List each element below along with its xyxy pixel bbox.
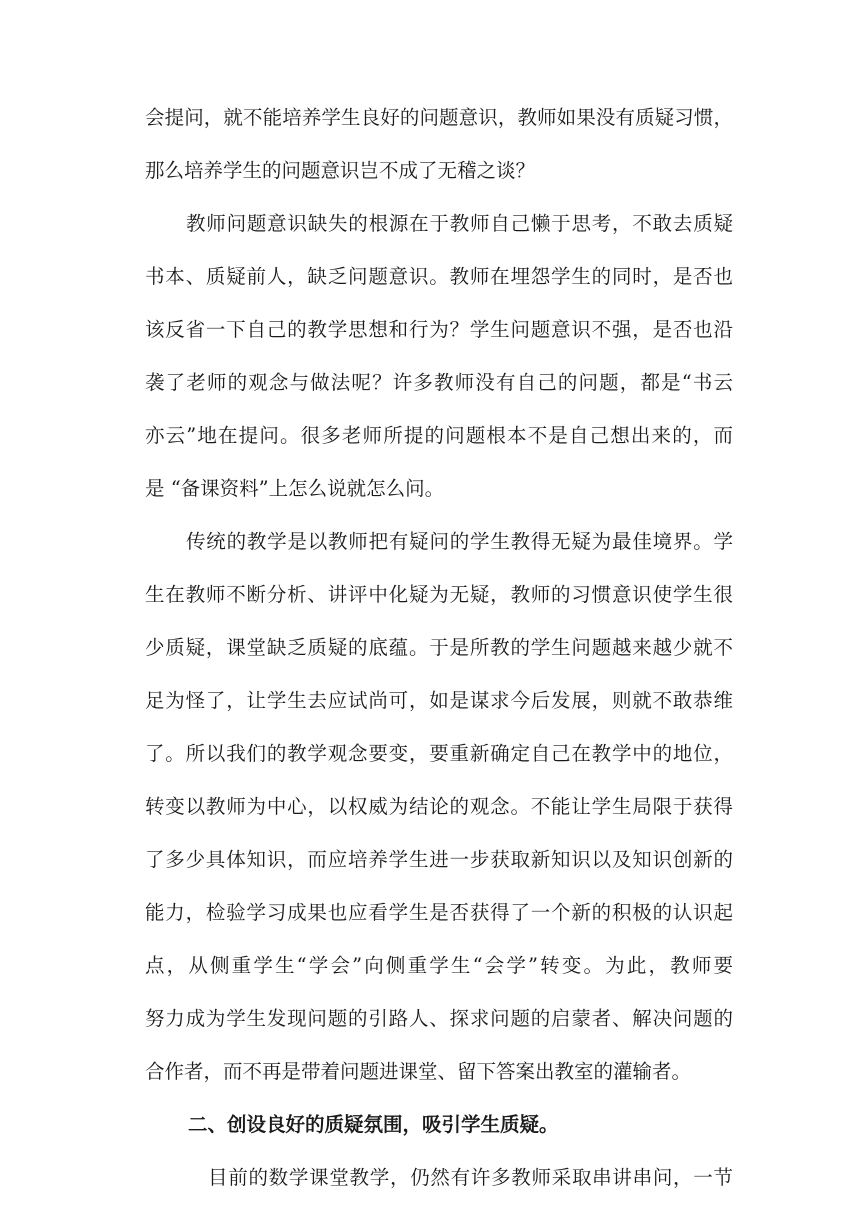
- paragraph-line: 目前的数学课堂教学，仍然有许多教师采取串讲串问，一节: [208, 1166, 733, 1189]
- paragraph-line: 了多少具体知识，而应培养学生进一步获取新知识以及知识创新的: [145, 848, 733, 871]
- paragraph-line: 亦云”地在提问。很多老师所提的问题根本不是自己想出来的，而: [145, 424, 733, 447]
- paragraph-line: 生在教师不断分析、讲评中化疑为无疑，教师的习惯意识使学生很: [145, 583, 733, 606]
- paragraph-line: 足为怪了，让学生去应试尚可，如是谋求今后发展，则就不敢恭维: [145, 689, 733, 712]
- paragraph-line: 少质疑，课堂缺乏质疑的底蕴。于是所教的学生问题越来越少就不: [145, 636, 733, 659]
- paragraph-line: 书本、质疑前人，缺乏问题意识。教师在埋怨学生的同时，是否也: [145, 265, 733, 288]
- paragraph-line: 那么培养学生的问题意识岂不成了无稽之谈？: [145, 159, 536, 182]
- section-heading: 二、创设良好的质疑氛围，吸引学生质疑。: [188, 1113, 559, 1136]
- paragraph-line: 合作者，而不再是带着问题进课堂、留下答案出教室的灌输者。: [145, 1060, 692, 1083]
- paragraph-line: 努力成为学生发现问题的引路人、探求问题的启蒙者、解决问题的: [145, 1007, 733, 1030]
- paragraph-line: 教师问题意识缺失的根源在于教师自己懒于思考，不敢去质疑: [186, 212, 733, 235]
- paragraph-line: 是 “备课资料”上怎么说就怎么问。: [145, 477, 445, 500]
- paragraph-line: 会提问，就不能培养学生良好的问题意识，教师如果没有质疑习惯，: [145, 106, 733, 129]
- paragraph-line: 了。所以我们的教学观念要变，要重新确定自己在教学中的地位，: [145, 742, 733, 765]
- paragraph-line: 点，从侧重学生“学会”向侧重学生“会学”转变。为此，教师要: [145, 954, 733, 977]
- paragraph-line: 袭了老师的观念与做法呢？许多教师没有自己的问题，都是“书云: [145, 371, 733, 394]
- paragraph-line: 该反省一下自己的教学思想和行为？学生问题意识不强，是否也沿: [145, 318, 733, 341]
- paragraph-line: 转变以教师为中心，以权威为结论的观念。不能让学生局限于获得: [145, 795, 733, 818]
- paragraph-line: 能力，检验学习成果也应看学生是否获得了一个新的积极的认识起: [145, 901, 733, 924]
- paragraph-line: 传统的教学是以教师把有疑问的学生教得无疑为最佳境界。学: [186, 530, 733, 553]
